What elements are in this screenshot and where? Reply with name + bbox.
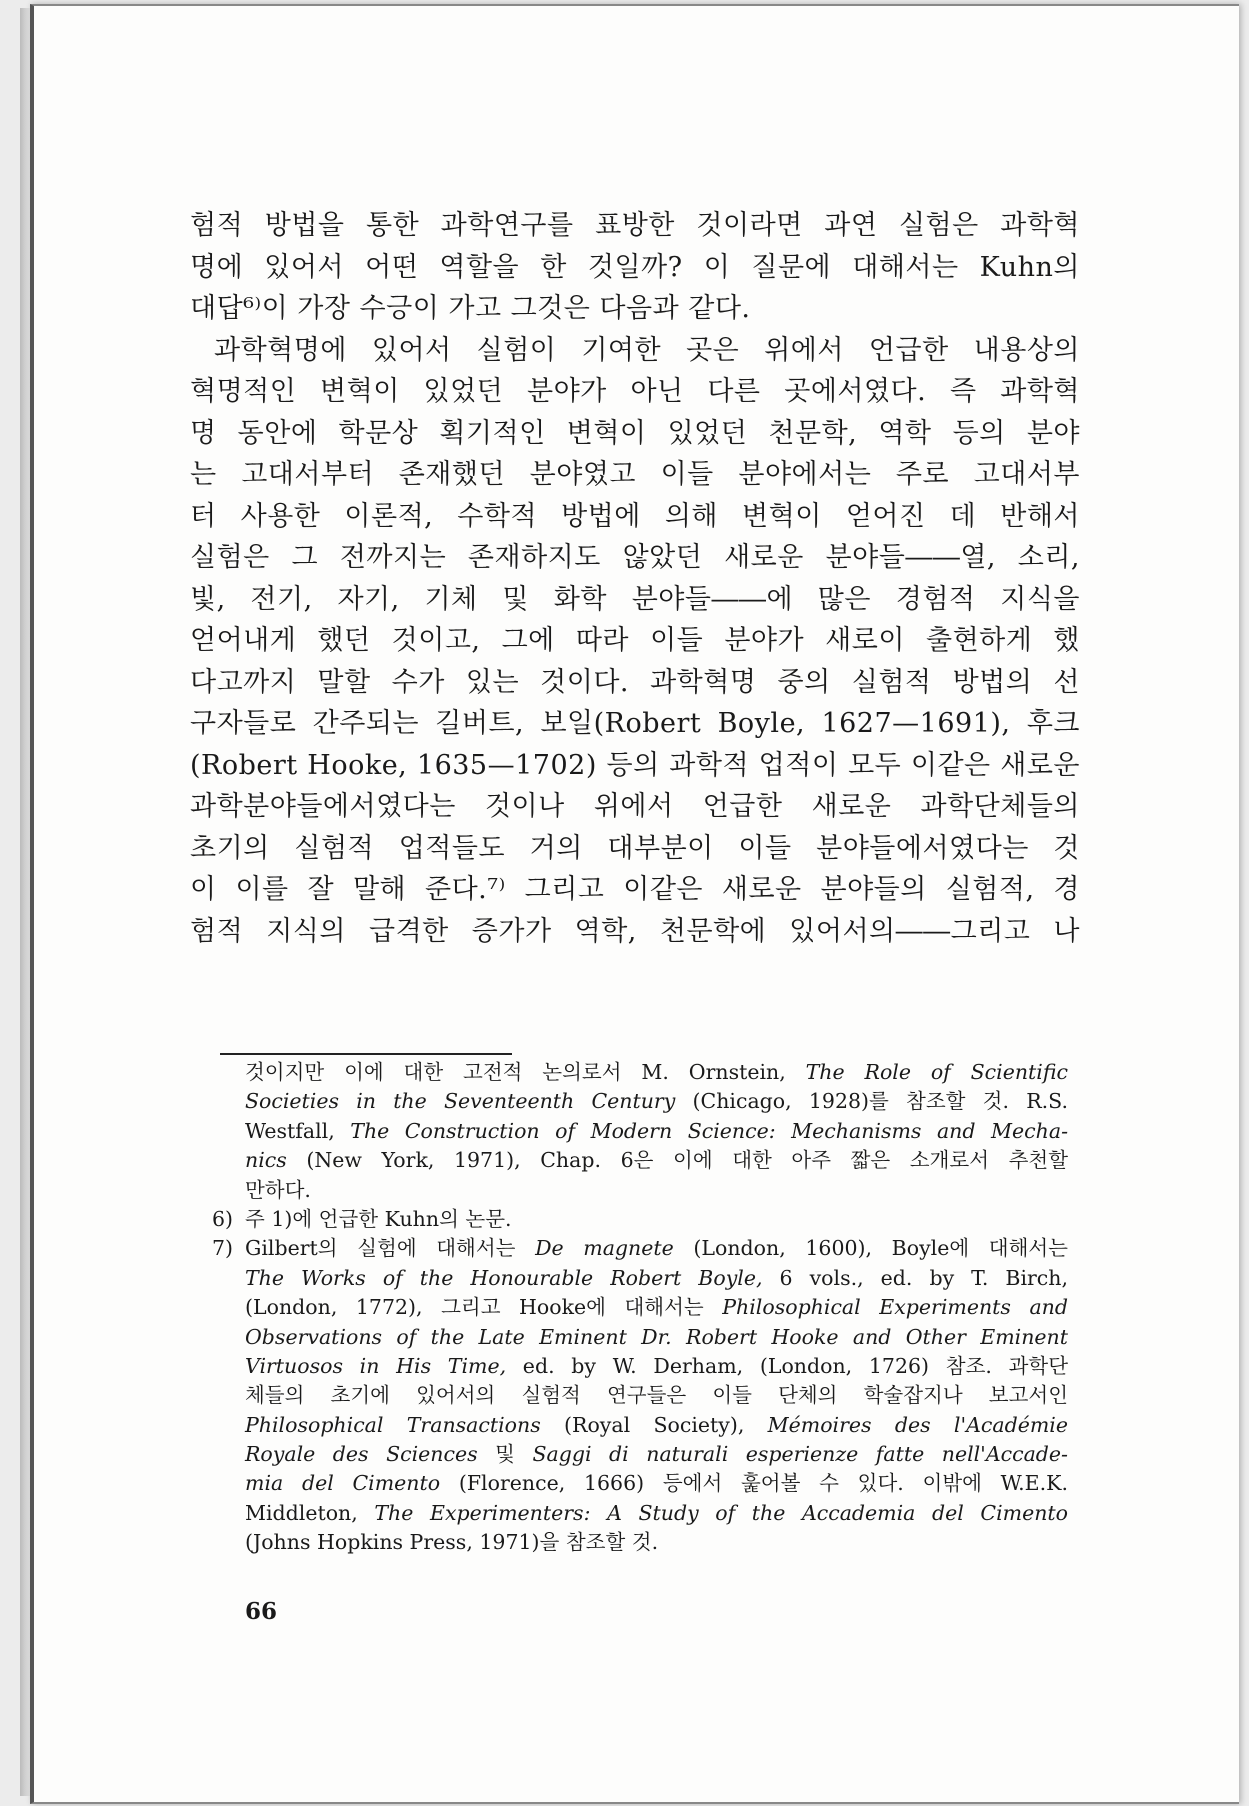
footnote-line: 체들의 초기에 있어서의 실험적 연구들은 이들 단체의 학술잡지나 보고서인: [245, 1383, 1068, 1408]
body-text: [190, 205, 1080, 952]
footnote-text: 및: [477, 1442, 533, 1467]
footnote-6: [212, 1205, 1068, 1234]
footnote-line: [245, 1264, 1068, 1293]
footnote-italic: Philosophical Experiments and: [722, 1295, 1068, 1320]
footnote-continuation: [245, 1058, 1068, 1205]
footnote-italic: Mémoires des l'Académie: [767, 1412, 1068, 1437]
body-line: 대답⁶⁾이 가장 수긍이 가고 그것은 다음과 같다.: [190, 293, 751, 324]
footnote-italic: Royale des Sciences: [245, 1442, 478, 1467]
body-line: 험적 방법을 통한 과학연구를 표방한 것이라면 과연 실험은 과학혁: [190, 210, 1080, 241]
footnote-number: 7): [212, 1236, 234, 1261]
footnote-7: [212, 1234, 1069, 1557]
page-edge: [20, 8, 30, 1796]
footnote-line: 만하다.: [245, 1177, 311, 1202]
footnote-italic: Virtuosos in His Time,: [245, 1353, 507, 1378]
footnote-text: (New York, 1971), Chap. 6은 이에 대한 아주 짧은 소개로서 추천할: [286, 1148, 1068, 1173]
footnote-italic: Observations of the Late Eminent Dr. Robert Hooke and Other Eminent: [245, 1324, 1068, 1349]
footnote-text: ed. by W. Derham, (London, 1726) 참조. 과학단: [506, 1353, 1068, 1378]
footnote-text: (Royal Society),: [540, 1412, 768, 1437]
footnote-text: (Florence, 1666) 등에서 훑어볼 수 있다. 이밖에 W.E.K.: [440, 1471, 1068, 1496]
footnote-italic: The Role of Scientific: [805, 1060, 1069, 1084]
footnote-italic: Societies in the Seventeenth Century: [245, 1089, 676, 1114]
footnote-text: Middleton,: [245, 1500, 375, 1525]
body-line: 명 동안에 학문상 획기적인 변혁이 있었던 천문학, 역학 등의 분야: [190, 417, 1080, 449]
footnote-italic: Saggi di naturali esperienze fatte nell'Accade-: [532, 1442, 1068, 1467]
footnote-line: [245, 1058, 1068, 1087]
footnote-line: [245, 1146, 1068, 1175]
footnote-line: (Johns Hopkins Press, 1971)을 참조할 것.: [245, 1530, 659, 1555]
body-line: 터 사용한 이론적, 수학적 방법에 의해 변혁이 얻어진 데 반해서: [190, 500, 1080, 532]
footnote-italic: mia del Cimento: [245, 1471, 441, 1496]
footnote-line: [245, 1293, 1068, 1322]
body-line: 이 이를 잘 말해 준다.⁷⁾ 그리고 이같은 새로운 분야들의 실험적, 경: [190, 874, 1080, 905]
footnote-text: 것이지만 이에 대한 고전적 논의로서 M. Ornstein,: [245, 1060, 806, 1084]
footnote-line: [245, 1499, 1068, 1528]
body-line: 과학분야들에서였다는 것이나 위에서 언급한 새로운 과학단체들의: [190, 791, 1080, 822]
body-line: 구자들로 간주되는 길버트, 보일(Robert Boyle, 1627—1691), 후크: [190, 708, 1080, 739]
footnote-text: 6 vols., ed. by T. Birch,: [762, 1265, 1069, 1290]
footnote-text: Gilbert의 실험에 대해서는: [245, 1236, 536, 1261]
footnote-line: [245, 1323, 1068, 1352]
footnote-italic: The Construction of Modern Science: Mechanisms and Mecha-: [350, 1118, 1068, 1143]
body-line: 얻어내게 했던 것이고, 그에 따라 이들 분야가 새로이 출현하게 했: [190, 625, 1080, 656]
footnote-text: (Chicago, 1928)를 참조할 것. R.S.: [675, 1089, 1068, 1114]
footnote-italic: The Works of the Honourable Robert Boyle,: [245, 1265, 763, 1290]
footnote-line: [245, 1469, 1068, 1498]
page-number: 66: [245, 1598, 278, 1625]
footnote-italic: nics: [245, 1148, 287, 1173]
footnote-rule: [220, 1053, 512, 1055]
body-line: 는 고대서부터 존재했던 분야였고 이들 분야에서는 주로 고대서부: [190, 459, 1080, 490]
footnote-line: [245, 1352, 1068, 1381]
body-line: 혁명적인 변혁이 있었던 분야가 아닌 다른 곳에서였다. 즉 과학혁: [190, 376, 1080, 407]
footnote-line: [245, 1411, 1068, 1440]
footnote-italic: The Experimenters: A Study of the Accademia del Cimento: [374, 1500, 1068, 1525]
footnote-number: 6): [212, 1206, 234, 1231]
footnote-text: Westfall,: [245, 1118, 351, 1143]
body-line: 험적 지식의 급격한 증가가 역학, 천문학에 있어서의――그리고 나: [190, 915, 1080, 947]
body-line: 과학혁명에 있어서 실험이 기여한 곳은 위에서 언급한 내용상의: [214, 334, 1080, 366]
footnote-italic: De magnete: [535, 1236, 674, 1261]
body-line: 실험은 그 전까지는 존재하지도 않았던 새로운 분야들――열, 소리,: [190, 542, 1080, 573]
footnote-italic: Philosophical Transactions: [245, 1412, 541, 1437]
footnote-line: [245, 1234, 1068, 1263]
body-line: 다고까지 말할 수가 있는 것이다. 과학혁명 중의 실험적 방법의 선: [190, 666, 1080, 698]
body-line: 빛, 전기, 자기, 기체 및 화학 분야들――에 많은 경험적 지식을: [190, 583, 1080, 615]
body-line: 초기의 실험적 업적들도 거의 대부분이 이들 분야들에서였다는 것: [190, 832, 1080, 864]
footnote-text: (London, 1600), Boyle에 대해서는: [673, 1236, 1068, 1261]
footnote-line: [245, 1117, 1068, 1146]
body-line: 명에 있어서 어떤 역할을 한 것일까? 이 질문에 대해서는 Kuhn의: [190, 251, 1080, 283]
footnote-line: [245, 1440, 1068, 1469]
footnote-line: [245, 1087, 1068, 1116]
footnote-text: (London, 1772), 그리고 Hooke에 대해서는: [245, 1295, 723, 1320]
footnotes: [212, 1058, 1069, 1558]
body-line: (Robert Hooke, 1635—1702) 등의 과학적 업적이 모두 이같은 새로운: [190, 749, 1080, 781]
footnote-line: 주 1)에 언급한 Kuhn의 논문.: [245, 1206, 512, 1231]
